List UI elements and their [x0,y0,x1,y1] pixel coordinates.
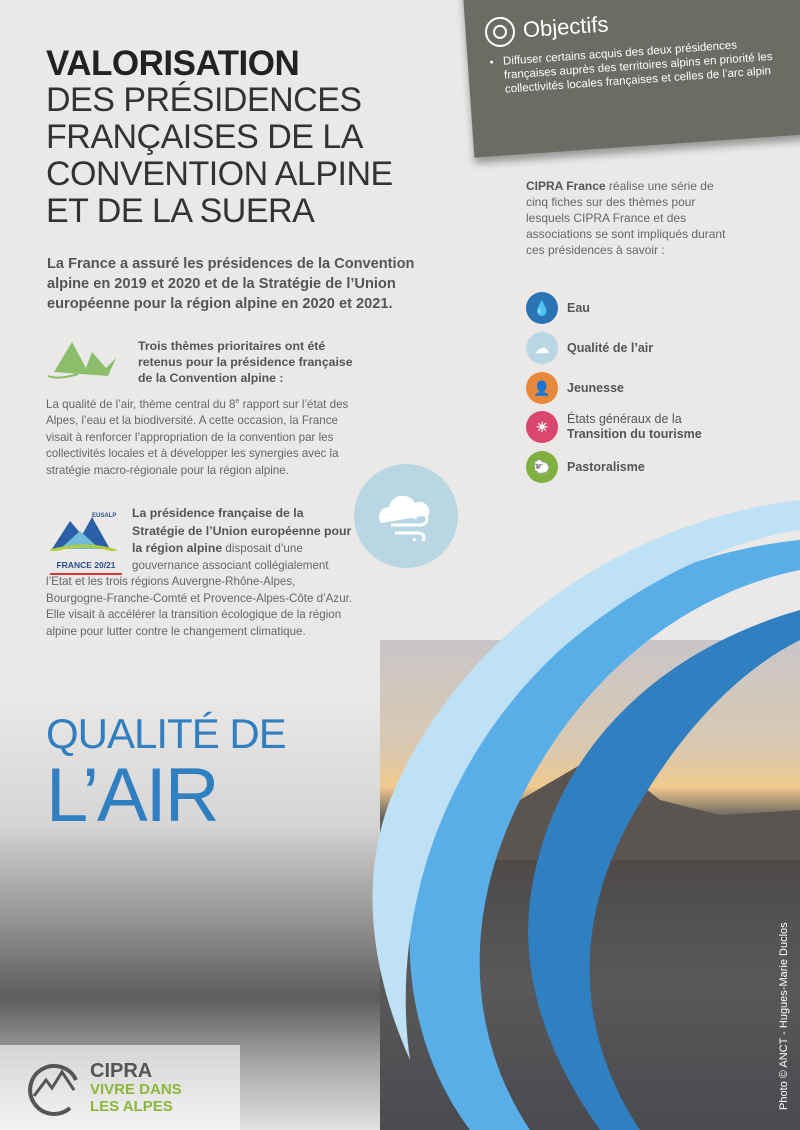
eusalp-body: disposait d’une gouvernance associant collégialement l’Etat et les trois régions Auvergne-Rhône-Alpes, Bourgogne-Franche-Comté et Provence-Alpes-Côte d’Azur. Elle visait à accélérer la transition écologique de la région alpine pour lutter contre le changement climatique. [46,542,353,638]
theme-label: Eau [567,301,590,315]
water-drop-icon: 💧 [526,292,558,324]
objectives-heading: Objectifs [522,11,610,43]
target-icon [484,16,516,48]
theme-pastoralisme [526,451,645,483]
convention-body-b: rapport sur l’état des Alpes, l’eau et la biodiversité. A cette occasion, la France visait à renforcer l’appropriation de la convention par les collectivités locales et à développer les synergies avec la stratégie macro-régionale pour la région alpine. [46,397,349,477]
convention-body [46,394,356,479]
blue-swoosh-graphic [300,500,800,1130]
theme-label: Qualité de l’air [567,341,654,355]
eusalp-heading: La présidence française de la Stratégie de l’Union européenne pour la région alpine [132,506,352,555]
theme-pre: États généraux de la [567,412,682,426]
eusalp-logo-top: EUSALP [92,513,117,519]
eusalp-section [46,505,356,640]
objective-item: • Diffuser certains acquis des deux présidences françaises auprès des territoires alpins en priorité les collectivités locales françaises et celles de l’arc alpin [503,35,789,97]
footer-tagline: LES ALPES [90,1097,173,1115]
title-line: ET DE LA SUERA [46,192,315,230]
eusalp-logo-bottom: FRANCE 20/21 [50,557,122,576]
theme-tourisme [526,411,702,443]
convention-body-a: La qualité de l’air, thème central du 8 [46,397,236,411]
cipra-text: réalise une série de cinq fiches sur des thèmes pour lesquels CIPRA France et des associations se sont impliqués durant ces présidences à savoir : [526,179,726,257]
title-bold: VALORISATION [46,44,300,83]
theme-label: Pastoralisme [567,460,645,474]
cipra-intro [526,178,726,258]
section-title [46,712,286,836]
title-line: CONVENTION ALPINE [46,155,393,193]
theme-label: Transition du tourisme [567,427,702,441]
title-line: DES PRÉSIDENCES [46,81,362,119]
footer-brand: CIPRA [90,1059,153,1082]
title-line: FRANÇAISES DE LA [46,118,363,156]
person-icon: 👤 [526,372,558,404]
theme-label: Jeunesse [567,381,624,395]
convention-heading: Trois thèmes prioritaires ont été retenus pour la présidence française de la Convention alpine : [138,339,353,385]
page-title [46,46,466,230]
intro-text: La France a assuré les présidences de la Convention alpine en 2019 et 2020 et de la Stratégie de l’Union européenne pour la région alpine en 2020 et 2021. [47,256,415,312]
theme-air [526,332,653,364]
footer-tagline: VIVRE DANS [90,1080,182,1098]
photo-credit: Photo © ANCT - Hugues-Marie Duclos [778,922,790,1110]
sheep-icon: 🐑 [526,451,558,483]
section-title-line2: L’AIR [46,753,218,838]
landscape-icon: ☀ [526,411,558,443]
ordinal-sup: e [235,398,240,405]
air-quality-cloud-icon [354,464,458,568]
alpine-convention-logo [46,338,120,380]
eusalp-logo [50,507,122,569]
cipra-bold: CIPRA France [526,179,606,193]
cipra-footer-logo [0,1045,240,1130]
cloud-icon: ☁ [526,332,558,364]
theme-eau [526,292,590,324]
convention-section [46,338,356,479]
cipra-mountain-logo-icon [26,1060,82,1116]
theme-jeunesse [526,372,624,404]
section-title-line1: QUALITÉ DE [46,710,286,757]
